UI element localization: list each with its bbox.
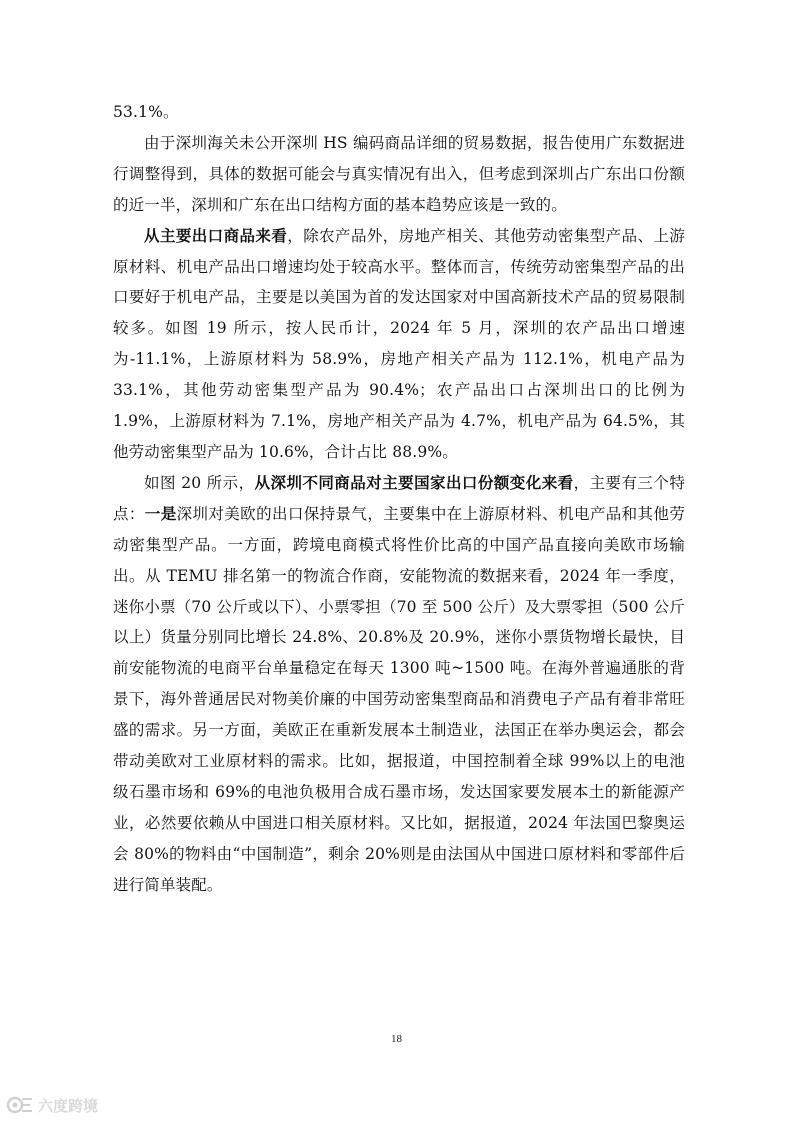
paragraph-4-mid: ，主要有三个特点： [113,473,685,523]
paragraph-4-pre: 如图 20 所示， [144,473,255,492]
paragraph-4 [113,468,685,901]
watermark [6,1093,98,1117]
page-number: 18 [391,1033,402,1045]
paragraph-3 [113,221,685,468]
paragraph-4-text: 深圳对美欧的出口保持景气，主要集中在上游原材料、机电产品和其他劳动密集型产品。一方面，跨境电商模式将性价比高的中国产品直接向美欧市场输出。从 TEMU 排名第一的物流合作商，安能物流的数据来看，2024 年一季度，迷你小票（70 公斤或以下）、小票零担（70 至 500 公斤）及大票零担（500 公斤以上）货量分别同比增长 24.8%、20.8%及 20.9%，迷你小票货物增长最快，目前安能物流的电商平台单量稳定在每天 1300 吨~1500 吨。在海外普遍通胀的背景下，海外普通居民对物美价廉的中国劳动密集型商品和消费电子产品有着非常旺盛的需求。另一方面，美欧正在重新发展本土制造业，法国正在举办奥运会，都会带动美欧对工业原材料的需求。比如，据报道，中国控制着全球 99%以上的电池级石墨市场和 69%的电池负极用合成石墨市场，发达国家要发展本土的新能源产业，必然要依赖从中国进口相关原材料。又比如，据报道，2024 年法国巴黎奥运会 80%的物料由“中国制造”，剩余 20%则是由法国从中国进口原材料和零部件后进行简单装配。 [113,504,685,894]
document-body [113,97,685,901]
paragraph-4-bold-heading: 从深圳不同商品对主要国家出口份额变化来看 [254,472,574,492]
paragraph-2-text: 由于深圳海关未公开深圳 HS 编码商品详细的贸易数据，报告使用广东数据进行调整得到，具体的数据可能会与真实情况有出入，但考虑到深圳占广东出口份额的近一半，深圳和广东在出口结构方面的基本趋势应该是一致的。 [113,133,685,214]
watermark-text: 六度跨境 [38,1096,99,1115]
paragraph-3-lead: 从主要出口商品来看 [144,225,288,245]
paragraph-4-bold-point: 一是 [144,503,177,523]
paragraph-2 [113,128,685,221]
paragraph-1 [113,97,685,128]
paragraph-3-text: ，除农产品外，房地产相关、其他劳动密集型产品、上游原材料、机电产品出口增速均处于较高水平。整体而言，传统劳动密集型产品的出口要好于机电产品，主要是以美国为首的发达国家对中国高新技术产品的贸易限制较多。如图 19 所示，按人民币计，2024 年 5 月，深圳的农产品出口增速为-11.1%，上游原材料为 58.9%，房地产相关产品为 112.1%，机电产品为 33.1%，其他劳动密集型产品为 90.4%；农产品出口占深圳出口的比例为 1.9%，上游原材料为 7.1%，房地产相关产品为 4.7%，机电产品为 64.5%，其他劳动密集型产品为 10.6%，合计占比 88.9%。 [113,226,685,461]
brand-logo-icon [6,1095,34,1115]
paragraph-1-text: 53.1%。 [113,103,179,121]
